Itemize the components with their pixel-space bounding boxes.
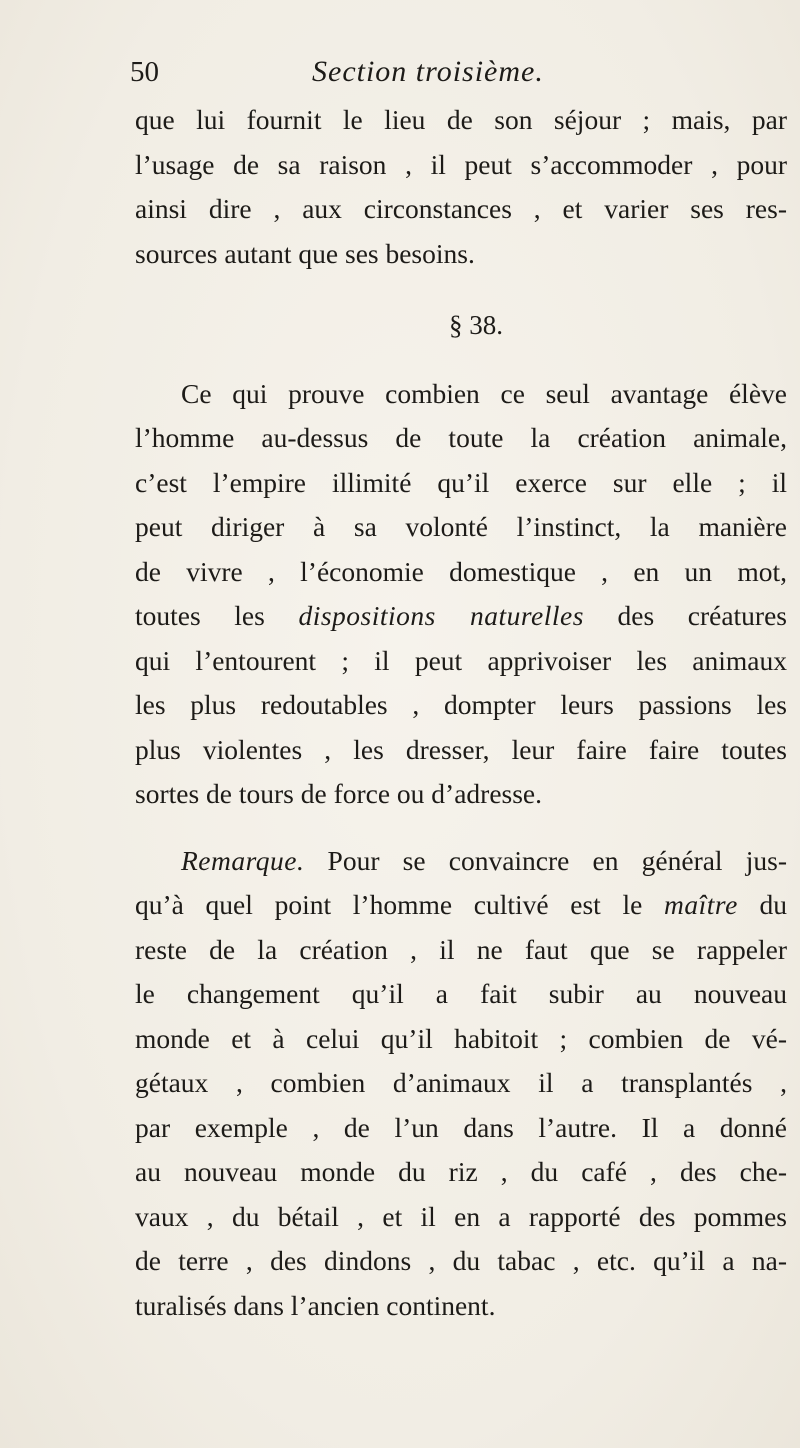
text-line: que lui fournit le lieu de son séjour ; mais, par bbox=[135, 104, 787, 135]
text-line: de vivre , l’économie domestique , en un mot, bbox=[135, 555, 787, 587]
paragraph-1 bbox=[135, 98, 787, 276]
text-line: l’homme au-dessus de toute la création animale, bbox=[135, 422, 787, 453]
text-line: au nouveau monde du riz , du café , des che- bbox=[135, 1156, 787, 1187]
text-line: peut diriger à sa volonté l’instinct, la manière bbox=[135, 511, 787, 542]
text-run: toutes les bbox=[135, 600, 299, 631]
text-line bbox=[135, 883, 787, 928]
text-line: qui l’entourent ; il peut apprivoiser les animaux bbox=[135, 644, 787, 676]
text-line: vaux , du bétail , et il en a rapporté des pommes bbox=[135, 1200, 787, 1232]
text-line bbox=[135, 594, 787, 639]
page-number: 50 bbox=[130, 56, 159, 88]
text-line bbox=[135, 839, 787, 884]
text-line: turalisés dans l’ancien continent. bbox=[135, 1289, 496, 1321]
text-line: Ce qui prouve combien ce seul avantage élève bbox=[181, 377, 787, 409]
text-line: sources autant que ses besoins. bbox=[135, 237, 475, 269]
text-line: plus violentes , les dresser, leur faire faire toutes bbox=[135, 733, 787, 765]
remark-label: Remarque. bbox=[181, 844, 305, 876]
text-line: de terre , des dindons , du tabac , etc. qu’il a na- bbox=[135, 1245, 787, 1276]
text-line: c’est l’empire illimité qu’il exerce sur elle ; il bbox=[135, 466, 787, 498]
running-head: Section troisième. bbox=[312, 55, 544, 88]
text-line: reste de la création , il ne faut que se rappeler bbox=[135, 933, 787, 965]
page-header bbox=[130, 52, 770, 92]
text-run: Pour se convaincre en général jus- bbox=[304, 844, 787, 876]
text-run: qu’à quel point l’homme cultivé est le bbox=[135, 889, 665, 920]
text-line: gétaux , combien d’animaux il a transplantés , bbox=[135, 1067, 787, 1098]
text-line: les plus redoutables , dompter leurs passions les bbox=[135, 689, 787, 720]
text-run: du bbox=[737, 889, 787, 920]
section-number: § 38. bbox=[449, 310, 503, 340]
text-run: des créatures bbox=[583, 600, 787, 631]
text-body bbox=[135, 98, 787, 1328]
text-line: le changement qu’il a fait subir au nouveau bbox=[135, 978, 787, 1009]
paragraph-2 bbox=[135, 372, 787, 817]
emphasized-text: maître bbox=[664, 889, 738, 920]
text-line: ainsi dire , aux circonstances , et varier ses res- bbox=[135, 193, 787, 224]
text-line: monde et à celui qu’il habitoit ; combien de vé- bbox=[135, 1022, 787, 1054]
text-line: par exemple , de l’un dans l’autre. Il a donné bbox=[135, 1111, 787, 1143]
emphasized-text: dispositions naturelles bbox=[298, 600, 584, 631]
text-line: sortes de tours de force ou d’adresse. bbox=[135, 778, 543, 809]
text-line: l’usage de sa raison , il peut s’accommoder , pour bbox=[135, 148, 787, 180]
remark-paragraph bbox=[135, 839, 787, 1329]
